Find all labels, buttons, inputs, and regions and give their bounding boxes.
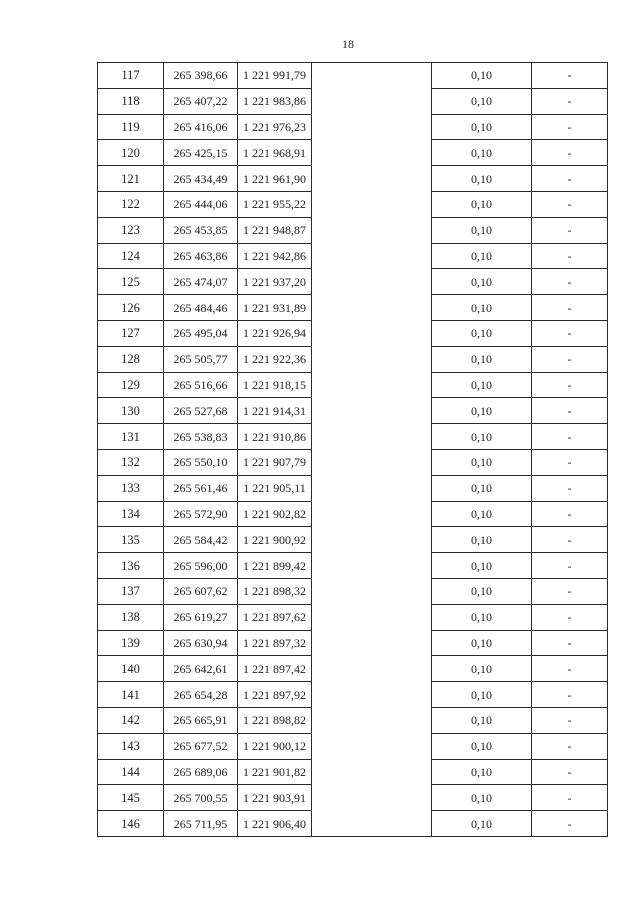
value-cell: 0,10	[432, 372, 532, 398]
value-cell: 0,10	[432, 785, 532, 811]
note-cell: -	[532, 398, 608, 424]
y-coordinate-cell: 1 221 897,42	[238, 656, 312, 682]
y-coordinate-cell: 1 221 898,82	[238, 707, 312, 733]
note-cell: -	[532, 243, 608, 269]
value-cell: 0,10	[432, 243, 532, 269]
x-coordinate-cell: 265 474,07	[164, 269, 238, 295]
x-coordinate-cell: 265 665,91	[164, 707, 238, 733]
coordinates-table	[97, 62, 608, 837]
x-coordinate-cell: 265 584,42	[164, 527, 238, 553]
note-cell: -	[532, 501, 608, 527]
x-coordinate-cell: 265 407,22	[164, 88, 238, 114]
value-cell: 0,10	[432, 346, 532, 372]
note-cell: -	[532, 811, 608, 837]
merged-empty-cell	[312, 63, 432, 837]
point-number-cell: 123	[98, 217, 164, 243]
point-number-cell: 137	[98, 578, 164, 604]
y-coordinate-cell: 1 221 910,86	[238, 424, 312, 450]
value-cell: 0,10	[432, 88, 532, 114]
y-coordinate-cell: 1 221 901,82	[238, 759, 312, 785]
value-cell: 0,10	[432, 449, 532, 475]
y-coordinate-cell: 1 221 907,79	[238, 449, 312, 475]
note-cell: -	[532, 785, 608, 811]
y-coordinate-cell: 1 221 897,92	[238, 682, 312, 708]
value-cell: 0,10	[432, 475, 532, 501]
value-cell: 0,10	[432, 63, 532, 89]
x-coordinate-cell: 265 505,77	[164, 346, 238, 372]
point-number-cell: 120	[98, 140, 164, 166]
note-cell: -	[532, 295, 608, 321]
y-coordinate-cell: 1 221 931,89	[238, 295, 312, 321]
value-cell: 0,10	[432, 630, 532, 656]
y-coordinate-cell: 1 221 983,86	[238, 88, 312, 114]
x-coordinate-cell: 265 572,90	[164, 501, 238, 527]
point-number-cell: 134	[98, 501, 164, 527]
value-cell: 0,10	[432, 191, 532, 217]
point-number-cell: 136	[98, 553, 164, 579]
x-coordinate-cell: 265 398,66	[164, 63, 238, 89]
value-cell: 0,10	[432, 501, 532, 527]
point-number-cell: 129	[98, 372, 164, 398]
point-number-cell: 118	[98, 88, 164, 114]
x-coordinate-cell: 265 527,68	[164, 398, 238, 424]
note-cell: -	[532, 166, 608, 192]
point-number-cell: 125	[98, 269, 164, 295]
y-coordinate-cell: 1 221 922,36	[238, 346, 312, 372]
value-cell: 0,10	[432, 217, 532, 243]
y-coordinate-cell: 1 221 902,82	[238, 501, 312, 527]
y-coordinate-cell: 1 221 899,42	[238, 553, 312, 579]
x-coordinate-cell: 265 495,04	[164, 320, 238, 346]
note-cell: -	[532, 682, 608, 708]
value-cell: 0,10	[432, 578, 532, 604]
x-coordinate-cell: 265 538,83	[164, 424, 238, 450]
y-coordinate-cell: 1 221 961,90	[238, 166, 312, 192]
note-cell: -	[532, 527, 608, 553]
point-number-cell: 121	[98, 166, 164, 192]
value-cell: 0,10	[432, 295, 532, 321]
y-coordinate-cell: 1 221 991,79	[238, 63, 312, 89]
value-cell: 0,10	[432, 527, 532, 553]
value-cell: 0,10	[432, 759, 532, 785]
note-cell: -	[532, 733, 608, 759]
y-coordinate-cell: 1 221 905,11	[238, 475, 312, 501]
x-coordinate-cell: 265 484,46	[164, 295, 238, 321]
point-number-cell: 117	[98, 63, 164, 89]
x-coordinate-cell: 265 654,28	[164, 682, 238, 708]
x-coordinate-cell: 265 700,55	[164, 785, 238, 811]
note-cell: -	[532, 553, 608, 579]
note-cell: -	[532, 424, 608, 450]
point-number-cell: 128	[98, 346, 164, 372]
value-cell: 0,10	[432, 140, 532, 166]
point-number-cell: 133	[98, 475, 164, 501]
x-coordinate-cell: 265 434,49	[164, 166, 238, 192]
note-cell: -	[532, 759, 608, 785]
y-coordinate-cell: 1 221 948,87	[238, 217, 312, 243]
note-cell: -	[532, 217, 608, 243]
point-number-cell: 146	[98, 811, 164, 837]
x-coordinate-cell: 265 689,06	[164, 759, 238, 785]
value-cell: 0,10	[432, 114, 532, 140]
table-row	[98, 63, 608, 89]
y-coordinate-cell: 1 221 900,12	[238, 733, 312, 759]
point-number-cell: 141	[98, 682, 164, 708]
note-cell: -	[532, 475, 608, 501]
point-number-cell: 138	[98, 604, 164, 630]
point-number-cell: 130	[98, 398, 164, 424]
y-coordinate-cell: 1 221 926,94	[238, 320, 312, 346]
value-cell: 0,10	[432, 656, 532, 682]
y-coordinate-cell: 1 221 897,62	[238, 604, 312, 630]
x-coordinate-cell: 265 607,62	[164, 578, 238, 604]
point-number-cell: 135	[98, 527, 164, 553]
y-coordinate-cell: 1 221 937,20	[238, 269, 312, 295]
note-cell: -	[532, 320, 608, 346]
point-number-cell: 139	[98, 630, 164, 656]
point-number-cell: 119	[98, 114, 164, 140]
note-cell: -	[532, 604, 608, 630]
point-number-cell: 143	[98, 733, 164, 759]
x-coordinate-cell: 265 425,15	[164, 140, 238, 166]
y-coordinate-cell: 1 221 903,91	[238, 785, 312, 811]
value-cell: 0,10	[432, 811, 532, 837]
point-number-cell: 142	[98, 707, 164, 733]
value-cell: 0,10	[432, 320, 532, 346]
y-coordinate-cell: 1 221 968,91	[238, 140, 312, 166]
point-number-cell: 126	[98, 295, 164, 321]
note-cell: -	[532, 114, 608, 140]
value-cell: 0,10	[432, 424, 532, 450]
note-cell: -	[532, 578, 608, 604]
x-coordinate-cell: 265 516,66	[164, 372, 238, 398]
x-coordinate-cell: 265 463,86	[164, 243, 238, 269]
x-coordinate-cell: 265 444,06	[164, 191, 238, 217]
point-number-cell: 132	[98, 449, 164, 475]
y-coordinate-cell: 1 221 906,40	[238, 811, 312, 837]
note-cell: -	[532, 656, 608, 682]
x-coordinate-cell: 265 550,10	[164, 449, 238, 475]
note-cell: -	[532, 63, 608, 89]
y-coordinate-cell: 1 221 955,22	[238, 191, 312, 217]
page-number: 18	[342, 37, 354, 51]
y-coordinate-cell: 1 221 914,31	[238, 398, 312, 424]
point-number-cell: 144	[98, 759, 164, 785]
x-coordinate-cell: 265 642,61	[164, 656, 238, 682]
point-number-cell: 131	[98, 424, 164, 450]
point-number-cell: 140	[98, 656, 164, 682]
value-cell: 0,10	[432, 269, 532, 295]
note-cell: -	[532, 707, 608, 733]
point-number-cell: 122	[98, 191, 164, 217]
y-coordinate-cell: 1 221 942,86	[238, 243, 312, 269]
note-cell: -	[532, 191, 608, 217]
y-coordinate-cell: 1 221 898,32	[238, 578, 312, 604]
note-cell: -	[532, 630, 608, 656]
x-coordinate-cell: 265 596,00	[164, 553, 238, 579]
value-cell: 0,10	[432, 682, 532, 708]
x-coordinate-cell: 265 561,46	[164, 475, 238, 501]
point-number-cell: 124	[98, 243, 164, 269]
note-cell: -	[532, 346, 608, 372]
note-cell: -	[532, 88, 608, 114]
x-coordinate-cell: 265 416,06	[164, 114, 238, 140]
y-coordinate-cell: 1 221 918,15	[238, 372, 312, 398]
note-cell: -	[532, 449, 608, 475]
value-cell: 0,10	[432, 398, 532, 424]
point-number-cell: 127	[98, 320, 164, 346]
value-cell: 0,10	[432, 166, 532, 192]
x-coordinate-cell: 265 677,52	[164, 733, 238, 759]
y-coordinate-cell: 1 221 900,92	[238, 527, 312, 553]
value-cell: 0,10	[432, 707, 532, 733]
note-cell: -	[532, 140, 608, 166]
x-coordinate-cell: 265 711,95	[164, 811, 238, 837]
x-coordinate-cell: 265 630,94	[164, 630, 238, 656]
note-cell: -	[532, 269, 608, 295]
coordinates-table-body	[98, 63, 608, 837]
y-coordinate-cell: 1 221 976,23	[238, 114, 312, 140]
value-cell: 0,10	[432, 553, 532, 579]
x-coordinate-cell: 265 619,27	[164, 604, 238, 630]
value-cell: 0,10	[432, 604, 532, 630]
point-number-cell: 145	[98, 785, 164, 811]
y-coordinate-cell: 1 221 897,32	[238, 630, 312, 656]
note-cell: -	[532, 372, 608, 398]
x-coordinate-cell: 265 453,85	[164, 217, 238, 243]
value-cell: 0,10	[432, 733, 532, 759]
